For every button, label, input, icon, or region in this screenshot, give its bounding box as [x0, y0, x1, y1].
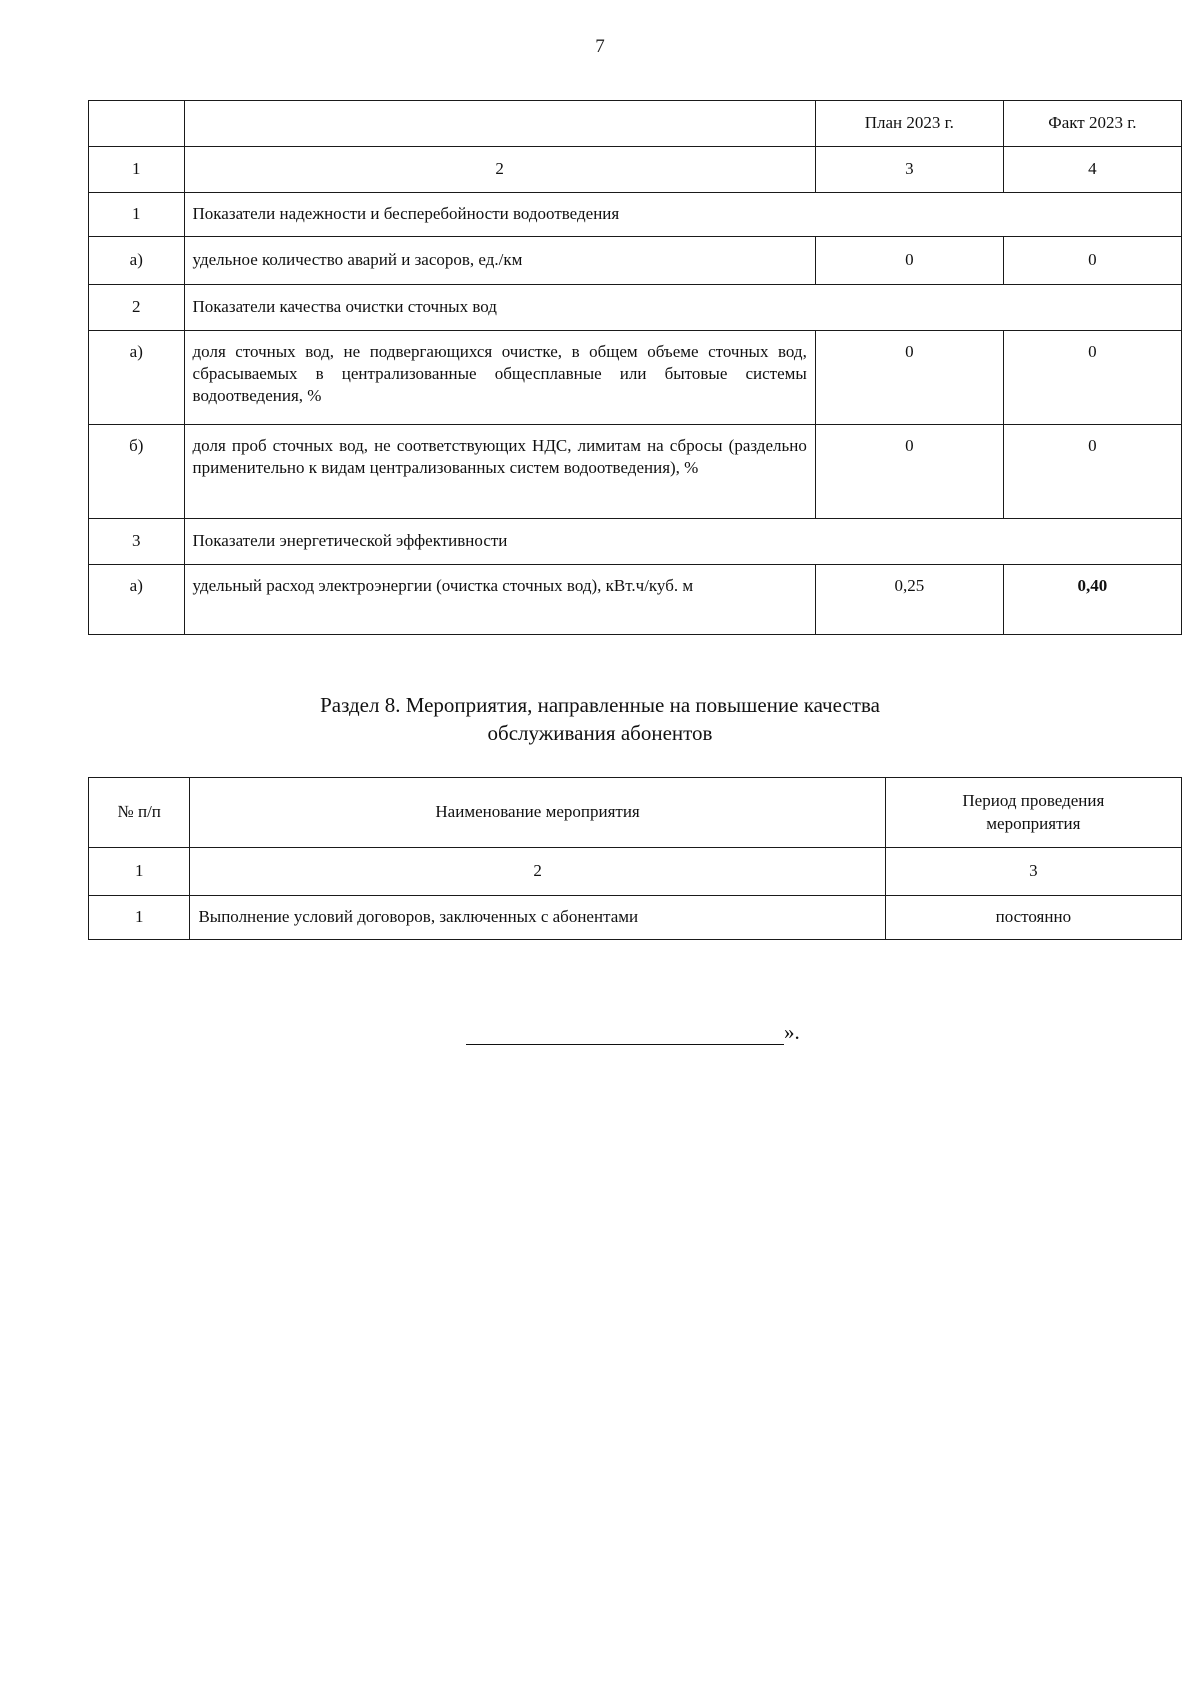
- section-title: Показатели качества очистки сточных вод: [184, 285, 1181, 331]
- measure-row: [89, 896, 1182, 940]
- indicators-table: [88, 100, 1182, 635]
- indicator-fact-value: 0: [1088, 342, 1097, 361]
- section-row: [89, 285, 1182, 331]
- header-period-line1: Период проведения: [962, 791, 1105, 811]
- indicator-plan-value: 0,25: [894, 576, 925, 595]
- header-number: № п/п: [89, 778, 190, 848]
- indicator-text: удельный расход электроэнергии (очистка сточных вод), кВт.ч/куб. м: [192, 576, 694, 595]
- column-number: 2: [184, 147, 815, 193]
- section8-heading: [0, 692, 1200, 747]
- measure-period: постоянно: [885, 896, 1181, 940]
- header-measure-name: Наименование мероприятия: [190, 778, 885, 848]
- indicator-fact-value: 0: [1088, 436, 1097, 455]
- indicator-letter: а): [129, 342, 143, 361]
- section-title: Показатели надежности и бесперебойности водоотведения: [184, 193, 1181, 237]
- section8-heading-line1: Раздел 8. Мероприятия, направленные на повышение качества: [320, 693, 880, 717]
- indicator-letter: б): [129, 436, 144, 455]
- header-cell-empty-1: [89, 101, 185, 147]
- section8-heading-line2: обслуживания абонентов: [487, 720, 713, 745]
- section-row: [89, 519, 1182, 565]
- table-header-row: [89, 778, 1182, 848]
- column-number: 4: [1003, 147, 1181, 193]
- column-number: 2: [190, 848, 885, 896]
- column-number-row: [89, 147, 1182, 193]
- measure-number: 1: [89, 896, 190, 940]
- header-fact-2023: Факт 2023 г.: [1003, 101, 1181, 147]
- section-title: Показатели энергетической эффективности: [184, 519, 1181, 565]
- header-period: [885, 778, 1181, 848]
- indicator-row: [89, 425, 1182, 519]
- closing-quote: ».: [784, 1020, 800, 1044]
- page-number: 7: [595, 36, 605, 57]
- indicator-fact-value: 0,40: [1077, 576, 1108, 595]
- table-header-row: [89, 101, 1182, 147]
- section-number: 1: [89, 193, 185, 237]
- section-number: 2: [89, 285, 185, 331]
- section-number: 3: [89, 519, 185, 565]
- header-cell-empty-2: [184, 101, 815, 147]
- indicator-row: [89, 237, 1182, 285]
- measures-table: [88, 777, 1182, 940]
- measure-name: Выполнение условий договоров, заключенных с абонентами: [190, 896, 885, 940]
- indicator-text: доля сточных вод, не подвергающихся очистке, в общем объеме сточных вод, сбрасываемых в централизованные общесплавные или бытовые системы водоотведения, %: [192, 342, 807, 406]
- column-number: 1: [89, 147, 185, 193]
- column-number: 3: [885, 848, 1181, 896]
- closing-mark: [466, 1020, 800, 1045]
- indicator-letter: а): [89, 237, 185, 285]
- section-row: [89, 193, 1182, 237]
- column-number-row: [89, 848, 1182, 896]
- column-number: 1: [89, 848, 190, 896]
- header-plan-2023: План 2023 г.: [815, 101, 1003, 147]
- indicator-row: [89, 331, 1182, 425]
- indicator-plan-value: 0: [905, 436, 914, 455]
- header-period-line2: мероприятия: [986, 813, 1081, 833]
- signature-line: [466, 1024, 784, 1045]
- indicator-text: доля проб сточных вод, не соответствующих НДС, лимитам на сбросы (раздельно применительно к видам централизованных систем водоотведения), %: [192, 436, 807, 478]
- indicator-text: удельное количество аварий и засоров, ед./км: [184, 237, 815, 285]
- indicator-fact-value: 0: [1003, 237, 1181, 285]
- indicator-letter: а): [129, 576, 143, 595]
- indicator-row: [89, 565, 1182, 635]
- column-number: 3: [815, 147, 1003, 193]
- indicator-plan-value: 0: [905, 342, 914, 361]
- indicator-plan-value: 0: [815, 237, 1003, 285]
